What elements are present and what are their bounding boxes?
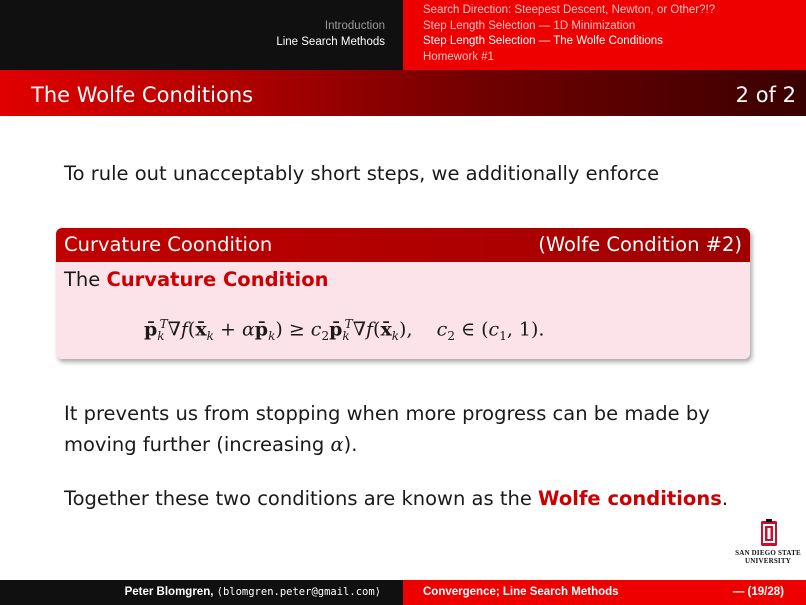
nav-section-line-search[interactable]: Line Search Methods [276, 35, 385, 48]
together-paragraph [64, 483, 728, 514]
footer-short-title: Convergence; Line Search Methods [423, 586, 619, 598]
block-header [56, 228, 750, 262]
sdsu-seal-icon [733, 519, 803, 551]
nav-sections-panel [0, 0, 403, 70]
prevents-line-2 [64, 429, 764, 460]
nav-subsection-homework[interactable]: Homework #1 [423, 50, 494, 63]
footer-title-panel [403, 580, 806, 605]
curvature-condition-highlight: Curvature Condition [106, 268, 329, 291]
prevents-line-2-text: moving further (increasing [64, 433, 331, 456]
block-body [56, 262, 750, 359]
alpha-symbol: α [330, 433, 344, 456]
nav-section-list [276, 19, 385, 50]
nav-subsection-search-direction[interactable]: Search Direction: Steepest Descent, Newton, or Other?!? [423, 4, 716, 16]
block-intro [64, 268, 329, 291]
together-suffix: . [721, 487, 729, 510]
logo-line-1: SAN DIEGO STATE [735, 549, 801, 557]
nav-subsection-1d-minimization[interactable]: Step Length Selection — 1D Minimization [423, 19, 636, 32]
curvature-condition-block [56, 228, 750, 359]
sdsu-logo [733, 519, 803, 569]
block-label: (Wolfe Condition #2) [538, 233, 742, 256]
frame-title: The Wolfe Conditions [31, 83, 254, 107]
together-prefix: Together these two conditions are known as the [64, 487, 539, 510]
curvature-formula: $p̄_k^T\nabla f(x̄_k$ + $\alpha p̄_k$) ≥ $c_2p̄_k^T\nabla f(x̄_k)$, $c_2$ ∈ ($c_1$, 1). [144, 317, 545, 344]
formula-inequality: ≥ [288, 318, 305, 341]
block-title: Curvature Coondition [64, 233, 273, 256]
logo-line-2: UNIVERSITY [745, 557, 791, 565]
nav-subsection-list [423, 3, 715, 65]
footer-author-name: Peter Blomgren, [124, 586, 214, 598]
frame-counter: 2 of 2 [735, 83, 796, 107]
intro-text: To rule out unacceptably short steps, we additionally enforce [64, 162, 660, 185]
footer-author-panel [0, 580, 403, 605]
block-intro-prefix: The [64, 268, 101, 291]
prevents-line-2-end: ). [343, 433, 358, 456]
nav-subsections-panel [403, 0, 806, 70]
prevents-paragraph [64, 398, 764, 460]
nav-subsection-wolfe-conditions[interactable]: Step Length Selection — The Wolfe Conditions [423, 35, 663, 47]
wolfe-conditions-highlight: Wolfe conditions [538, 487, 722, 510]
footer-page-number: — (19/28) [732, 586, 784, 598]
footer-author [125, 586, 381, 598]
prevents-line-1: It prevents us from stopping when more progress can be made by [64, 402, 710, 425]
nav-section-introduction[interactable]: Introduction [324, 20, 385, 32]
frame-title-bar [0, 70, 806, 116]
footer-email: ⟨blomgren.peter@gmail.com⟩ [216, 586, 381, 598]
